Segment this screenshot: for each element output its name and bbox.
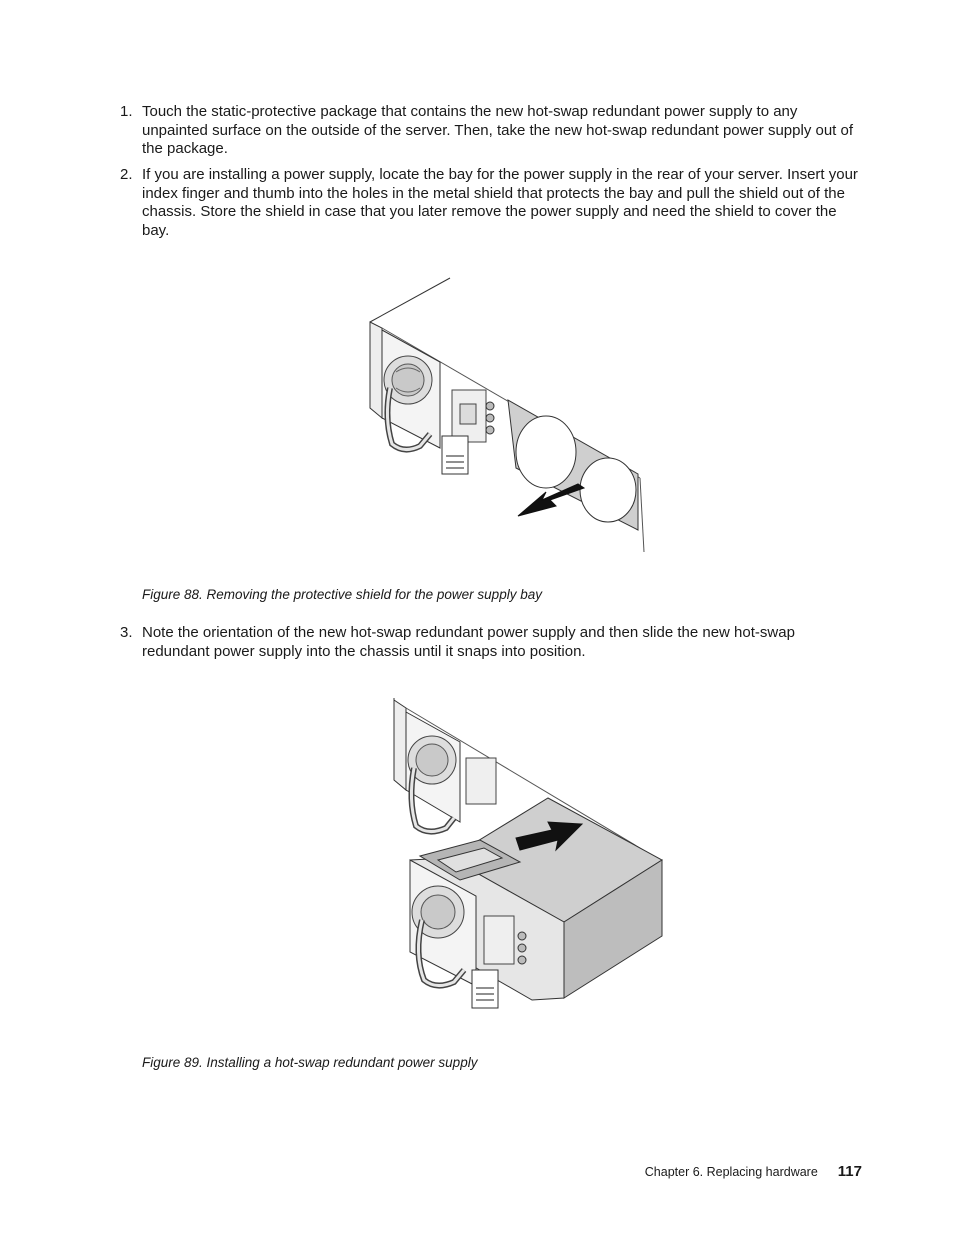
figure-88-caption: Figure 88. Removing the protective shield for the power supply bay	[142, 587, 542, 602]
step-text: Touch the static-protective package that contains the new hot-swap redundant power supply to any unpainted surface on the outside of the server. Then, take the new hot-swap redundant power supply out of the package.	[142, 103, 854, 158]
chapter-title: Chapter 6. Replacing hardware	[644, 1165, 818, 1179]
step-number: 1.	[120, 103, 133, 120]
figure-89-illustration	[380, 690, 680, 1012]
step-text: If you are installing a power supply, locate the bay for the power supply in the rear of your server. Insert your index finger and thumb into the holes in the metal shield that protects the bay and pull the shield out of the chassis. Store the shield in case that you later remove the power supply and need the shield to cover the bay.	[142, 166, 858, 239]
page-footer	[645, 1163, 862, 1180]
page-number: 117	[837, 1163, 862, 1180]
step-2	[120, 166, 860, 240]
step-1	[120, 103, 860, 159]
step-text: Note the orientation of the new hot-swap redundant power supply and then slide the new hot-swap redundant power supply into the chassis until it snaps into position.	[142, 624, 795, 660]
figure-89-caption: Figure 89. Installing a hot-swap redundant power supply	[142, 1055, 478, 1070]
step-number: 2.	[120, 166, 133, 183]
figure-88-illustration	[360, 268, 660, 560]
step-number: 3.	[120, 624, 133, 641]
step-3	[120, 624, 860, 661]
